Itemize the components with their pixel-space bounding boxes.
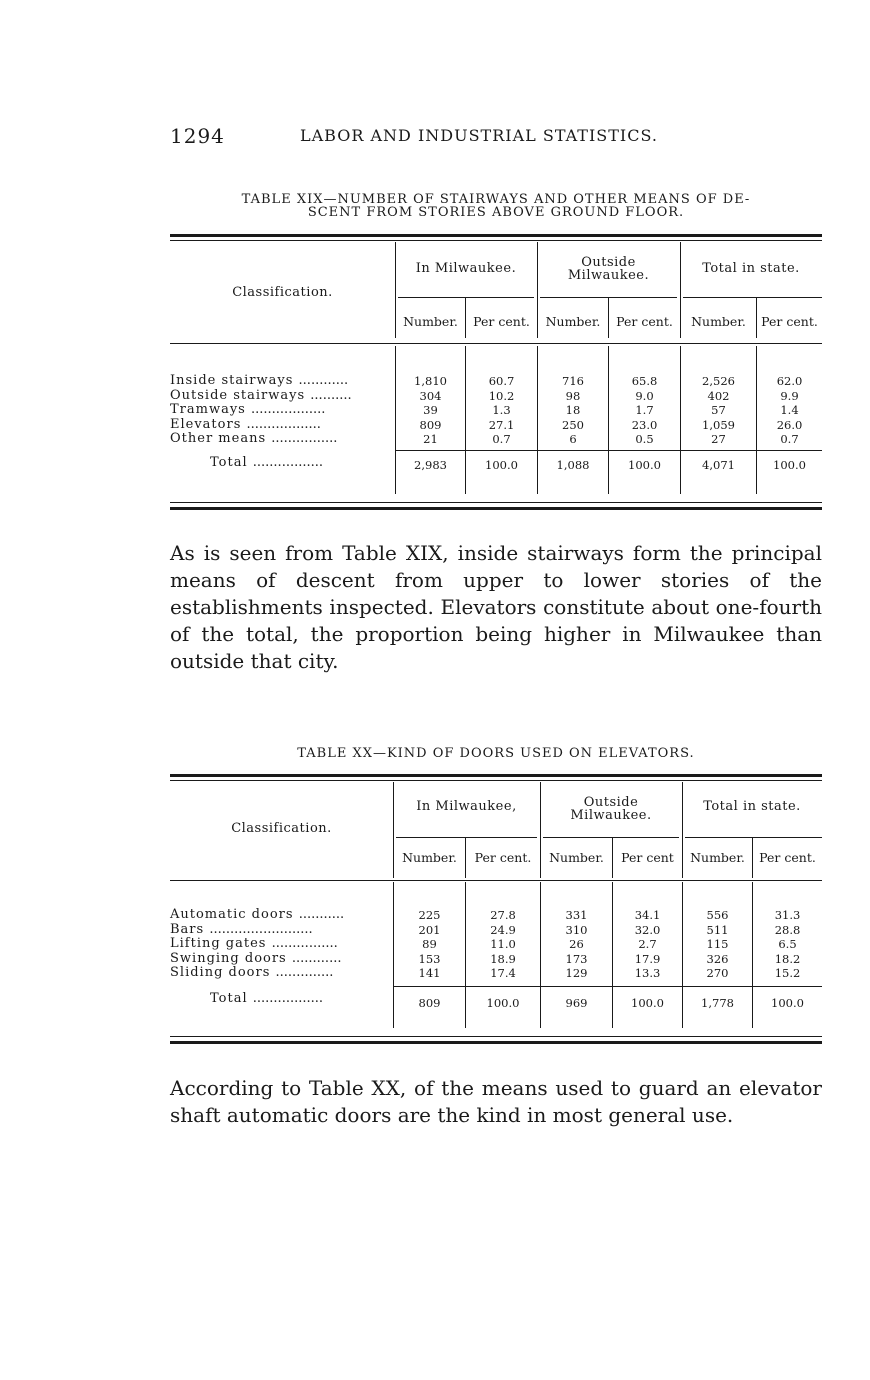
total-cell: 100.0 xyxy=(771,996,804,1010)
table-cell: 310 xyxy=(565,922,588,937)
table-cell: 27 xyxy=(711,432,726,446)
table-xix xyxy=(170,234,822,514)
table-top-rule-thin xyxy=(170,240,822,241)
table-cell: 11.0 xyxy=(490,937,516,951)
table-cell: 809 xyxy=(419,417,442,432)
group-underline xyxy=(540,297,677,298)
table-cell: 18.2 xyxy=(774,951,801,966)
table-cell: 0.5 xyxy=(635,432,654,446)
total-cell: 100.0 xyxy=(773,458,806,472)
classification-header: Classification. xyxy=(232,285,333,300)
table-cell: 0.7 xyxy=(492,432,511,446)
group-underline xyxy=(543,837,679,838)
total-in-state-header: Total in state. xyxy=(702,261,800,276)
table-cell: 18.9 xyxy=(490,951,516,966)
table-bottom-rule xyxy=(170,507,822,510)
table-cell: 18 xyxy=(565,403,581,417)
group-underline xyxy=(685,837,822,838)
body-paragraph-1: As is seen from Table XIX, inside stairways form the principal means of descent from upper to lower stories of the establishments inspected. Elevators constitute about one-fourth of the total, the proportion being higher in Milwaukee than outside that city. xyxy=(170,541,822,673)
per-cent-subheader: Per cent. xyxy=(761,314,818,329)
total-cell: 2,983 xyxy=(414,458,447,472)
table-cell: 26.0 xyxy=(776,417,803,432)
table-cell: 26 xyxy=(569,937,584,951)
table-cell: 270 xyxy=(706,966,729,980)
total-cell: 1,088 xyxy=(556,458,590,472)
header-bottom-rule xyxy=(170,880,822,881)
body-paragraph-2: According to Table XX, of the means used to guard an elevator shaft automatic doors are the kind in most general use. xyxy=(170,1076,822,1127)
table-row-label: Inside stairways ............ xyxy=(170,373,349,388)
number-subheader: Number. xyxy=(690,850,745,865)
header-bottom-rule xyxy=(170,343,822,344)
classification-header: Classification. xyxy=(231,821,332,836)
outside-milwaukee-header-line1: Outside xyxy=(581,255,636,270)
table-bottom-rule xyxy=(170,1041,822,1044)
table-cell: 1.7 xyxy=(635,403,654,417)
table-cell: 6 xyxy=(569,432,577,446)
total-rule xyxy=(395,450,822,451)
table-cell: 34.1 xyxy=(634,908,661,922)
table-cell: 21 xyxy=(423,432,438,446)
table-cell: 9.9 xyxy=(780,388,799,403)
table-cell: 250 xyxy=(562,417,584,432)
total-cell: 100.0 xyxy=(631,996,664,1010)
per-cent-subheader: Per cent xyxy=(621,850,674,865)
total-rule xyxy=(393,986,822,987)
table-cell: 1.3 xyxy=(492,403,511,417)
per-cent-subheader: Per cent. xyxy=(474,850,532,865)
table-row-label: Outside stairways .......... xyxy=(170,387,352,403)
table-cell: 1,810 xyxy=(414,374,447,388)
table-cell: 556 xyxy=(706,908,729,922)
table-cell: 0.7 xyxy=(780,432,799,446)
total-cell: 100.0 xyxy=(628,458,661,472)
total-in-state-header: Total in state. xyxy=(703,799,801,814)
table-row-label: Bars ......................... xyxy=(170,921,313,937)
table-xix-caption-line1: TABLE XIX—NUMBER OF STAIRWAYS AND OTHER MEANS OF DE- xyxy=(241,192,751,207)
table-cell: 60.7 xyxy=(488,374,515,388)
table-row-label: Lifting gates ................ xyxy=(170,936,338,951)
outside-milwaukee-header-line1: Outside xyxy=(583,795,639,810)
table-cell: 6.5 xyxy=(778,937,797,951)
table-row-label: Elevators .................. xyxy=(170,416,321,432)
in-milwaukee-header: In Milwaukee, xyxy=(416,799,517,814)
table-cell: 9.0 xyxy=(635,388,654,403)
table-cell: 27.1 xyxy=(488,417,515,432)
per-cent-subheader: Per cent. xyxy=(473,314,530,329)
table-cell: 402 xyxy=(707,388,730,403)
running-head: LABOR AND INDUSTRIAL STATISTICS. xyxy=(300,126,658,145)
total-row-label: Total ................. xyxy=(210,455,324,470)
number-subheader: Number. xyxy=(691,314,746,329)
table-cell: 89 xyxy=(422,937,437,951)
table-cell: 326 xyxy=(706,951,729,966)
table-top-rule xyxy=(170,774,822,777)
total-cell: 969 xyxy=(565,996,588,1010)
group-underline xyxy=(683,297,822,298)
total-cell: 100.0 xyxy=(485,458,518,472)
table-cell: 1.4 xyxy=(780,403,799,417)
total-cell: 809 xyxy=(418,996,441,1010)
table-cell: 27.8 xyxy=(490,908,516,922)
table-cell: 153 xyxy=(418,951,441,966)
table-row-label: Automatic doors ........... xyxy=(170,907,345,922)
table-cell: 24.9 xyxy=(490,922,516,937)
table-cell: 39 xyxy=(423,403,438,417)
page-number: 1294 xyxy=(170,124,225,148)
total-cell: 4,071 xyxy=(702,458,735,472)
table-xix-caption xyxy=(170,193,822,219)
total-cell: 1,778 xyxy=(701,996,734,1010)
table-cell: 65.8 xyxy=(631,374,658,388)
table-cell: 28.8 xyxy=(774,922,801,937)
table-cell: 225 xyxy=(418,908,441,922)
total-cell: 100.0 xyxy=(486,996,520,1010)
table-row-label: Swinging doors ............ xyxy=(170,950,342,966)
table-row-label: Other means ................ xyxy=(170,431,338,446)
table-top-rule xyxy=(170,234,822,237)
number-subheader: Number. xyxy=(545,314,601,329)
table-cell: 716 xyxy=(562,374,584,388)
table-cell: 23.0 xyxy=(631,417,658,432)
table-xx xyxy=(170,774,822,1054)
table-xix-caption-line2: SCENT FROM STORIES ABOVE GROUND FLOOR. xyxy=(307,205,685,220)
total-row-label: Total ................. xyxy=(210,991,324,1006)
table-cell: 201 xyxy=(418,922,441,937)
table-cell: 331 xyxy=(565,908,588,922)
table-cell: 13.3 xyxy=(634,966,661,980)
table-cell: 2,526 xyxy=(702,374,735,388)
table-top-rule-thin xyxy=(170,780,822,781)
table-xx-caption: TABLE XX—KIND OF DOORS USED ON ELEVATORS. xyxy=(297,746,695,761)
group-underline xyxy=(396,837,537,838)
table-cell: 31.3 xyxy=(774,908,801,922)
outside-milwaukee-header-line2: Milwaukee. xyxy=(567,268,650,283)
table-cell: 304 xyxy=(419,388,442,403)
table-cell: 57 xyxy=(711,403,726,417)
table-bottom-rule-thin xyxy=(170,1036,822,1037)
table-cell: 15.2 xyxy=(774,966,801,980)
group-underline xyxy=(398,297,534,298)
table-cell: 129 xyxy=(565,966,588,980)
table-cell: 141 xyxy=(418,966,441,980)
table-row-label: Sliding doors .............. xyxy=(170,965,334,980)
in-milwaukee-header: In Milwaukee. xyxy=(415,261,517,276)
per-cent-subheader: Per cent. xyxy=(759,850,816,865)
outside-milwaukee-header-line2: Milwaukee. xyxy=(570,808,652,823)
table-cell: 2.7 xyxy=(638,937,657,951)
table-bottom-rule-thin xyxy=(170,502,822,503)
table-cell: 62.0 xyxy=(776,374,803,388)
table-cell: 32.0 xyxy=(634,922,661,937)
table-cell: 17.4 xyxy=(490,966,516,980)
table-cell: 115 xyxy=(706,937,729,951)
number-subheader: Number. xyxy=(402,850,457,865)
per-cent-subheader: Per cent. xyxy=(616,314,673,329)
table-cell: 173 xyxy=(565,951,588,966)
table-cell: 10.2 xyxy=(488,388,515,403)
number-subheader: Number. xyxy=(403,314,458,329)
table-cell: 17.9 xyxy=(634,951,661,966)
table-cell: 98 xyxy=(565,388,581,403)
number-subheader: Number. xyxy=(549,850,604,865)
table-cell: 1,059 xyxy=(702,417,735,432)
table-row-label: Tramways .................. xyxy=(170,402,326,417)
page-header xyxy=(170,124,820,148)
table-cell: 511 xyxy=(706,922,729,937)
